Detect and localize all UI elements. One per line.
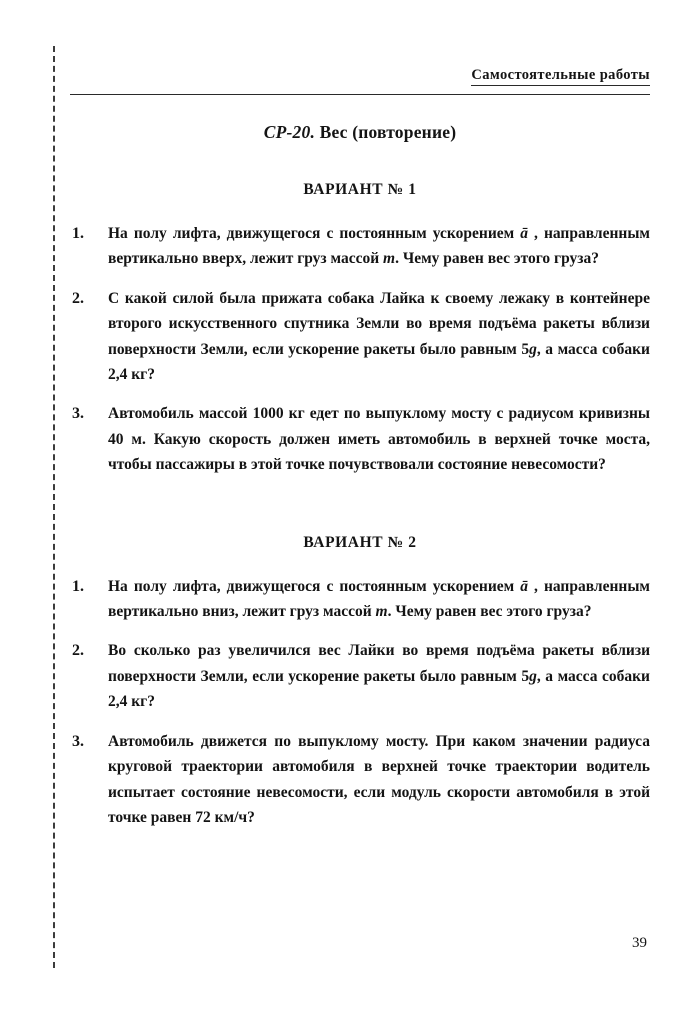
problem-number: 2. (72, 642, 84, 660)
variant-2-section (70, 534, 650, 831)
problem-text: На полу лифта, движущегося с постоянным ускорением ā , направленным вертикально вверх, лежит груз массой m. Чему равен вес этого груза? (108, 225, 650, 268)
problem-item (70, 221, 650, 272)
binding-dashed-line (53, 46, 55, 968)
problem-number: 3. (72, 405, 84, 423)
variable-symbol: g (529, 667, 537, 685)
problem-item (70, 286, 650, 388)
problem-text: Автомобиль массой 1000 кг едет по выпуклому мосту с радиусом кривизны 40 м. Какую скорость должен иметь автомобиль в верхней точке моста, чтобы пассажиры в этой точке почувствовали состояние невесомости? (108, 405, 650, 474)
variable-symbol: ā (520, 225, 528, 242)
variable-symbol: m (383, 250, 396, 268)
problem-number: 1. (72, 225, 84, 242)
problem-item (70, 401, 650, 477)
variant-heading: ВАРИАНТ № 2 (303, 533, 417, 551)
title-name: Вес (повторение) (315, 122, 457, 142)
problem-list (70, 221, 650, 478)
page-number: 39 (632, 935, 647, 951)
running-header-text: Самостоятельные работы (471, 67, 650, 86)
problem-text: С какой силой была прижата собака Лайка к своему лежаку в контейнере второго искусственного спутника Земли во время подъёма ракеты вблизи поверхности Земли, если ускорение ракеты было равным 5g, а масса собаки 2,4 кг? (108, 289, 650, 384)
variant-heading: ВАРИАНТ № 1 (303, 181, 417, 198)
problem-text: На полу лифта, движущегося с постоянным ускорением ā , направленным вертикально вниз, лежит груз массой m. Чему равен вес этого груза? (108, 577, 650, 621)
variable-symbol: ā (520, 577, 528, 595)
problem-text: Автомобиль движется по выпуклому мосту. При каком значении радиуса круговой траектории автомобиля в верхней точке траектории водитель испытает состояние невесомости, если модуль скорости автомобиля в этой точке равен 72 км/ч? (108, 732, 650, 826)
page-title (70, 122, 650, 143)
problem-list (70, 574, 650, 831)
running-header (70, 66, 650, 95)
variable-symbol: m (375, 603, 388, 621)
problem-number: 2. (72, 289, 84, 307)
problem-number: 1. (72, 577, 84, 595)
title-code: СР-20. (263, 122, 316, 142)
problem-item (70, 574, 650, 625)
variant-1-section (70, 181, 650, 478)
problem-text: Во сколько раз увеличился вес Лайки во время подъёма ракеты вблизи поверхности Земли, если ускорение ракеты было равным 5g, а масса собаки 2,4 кг? (108, 642, 650, 711)
problem-item (70, 729, 650, 831)
page-content (70, 66, 650, 844)
problem-item (70, 638, 650, 714)
variable-symbol: g (529, 340, 537, 358)
problem-number: 3. (72, 732, 84, 750)
